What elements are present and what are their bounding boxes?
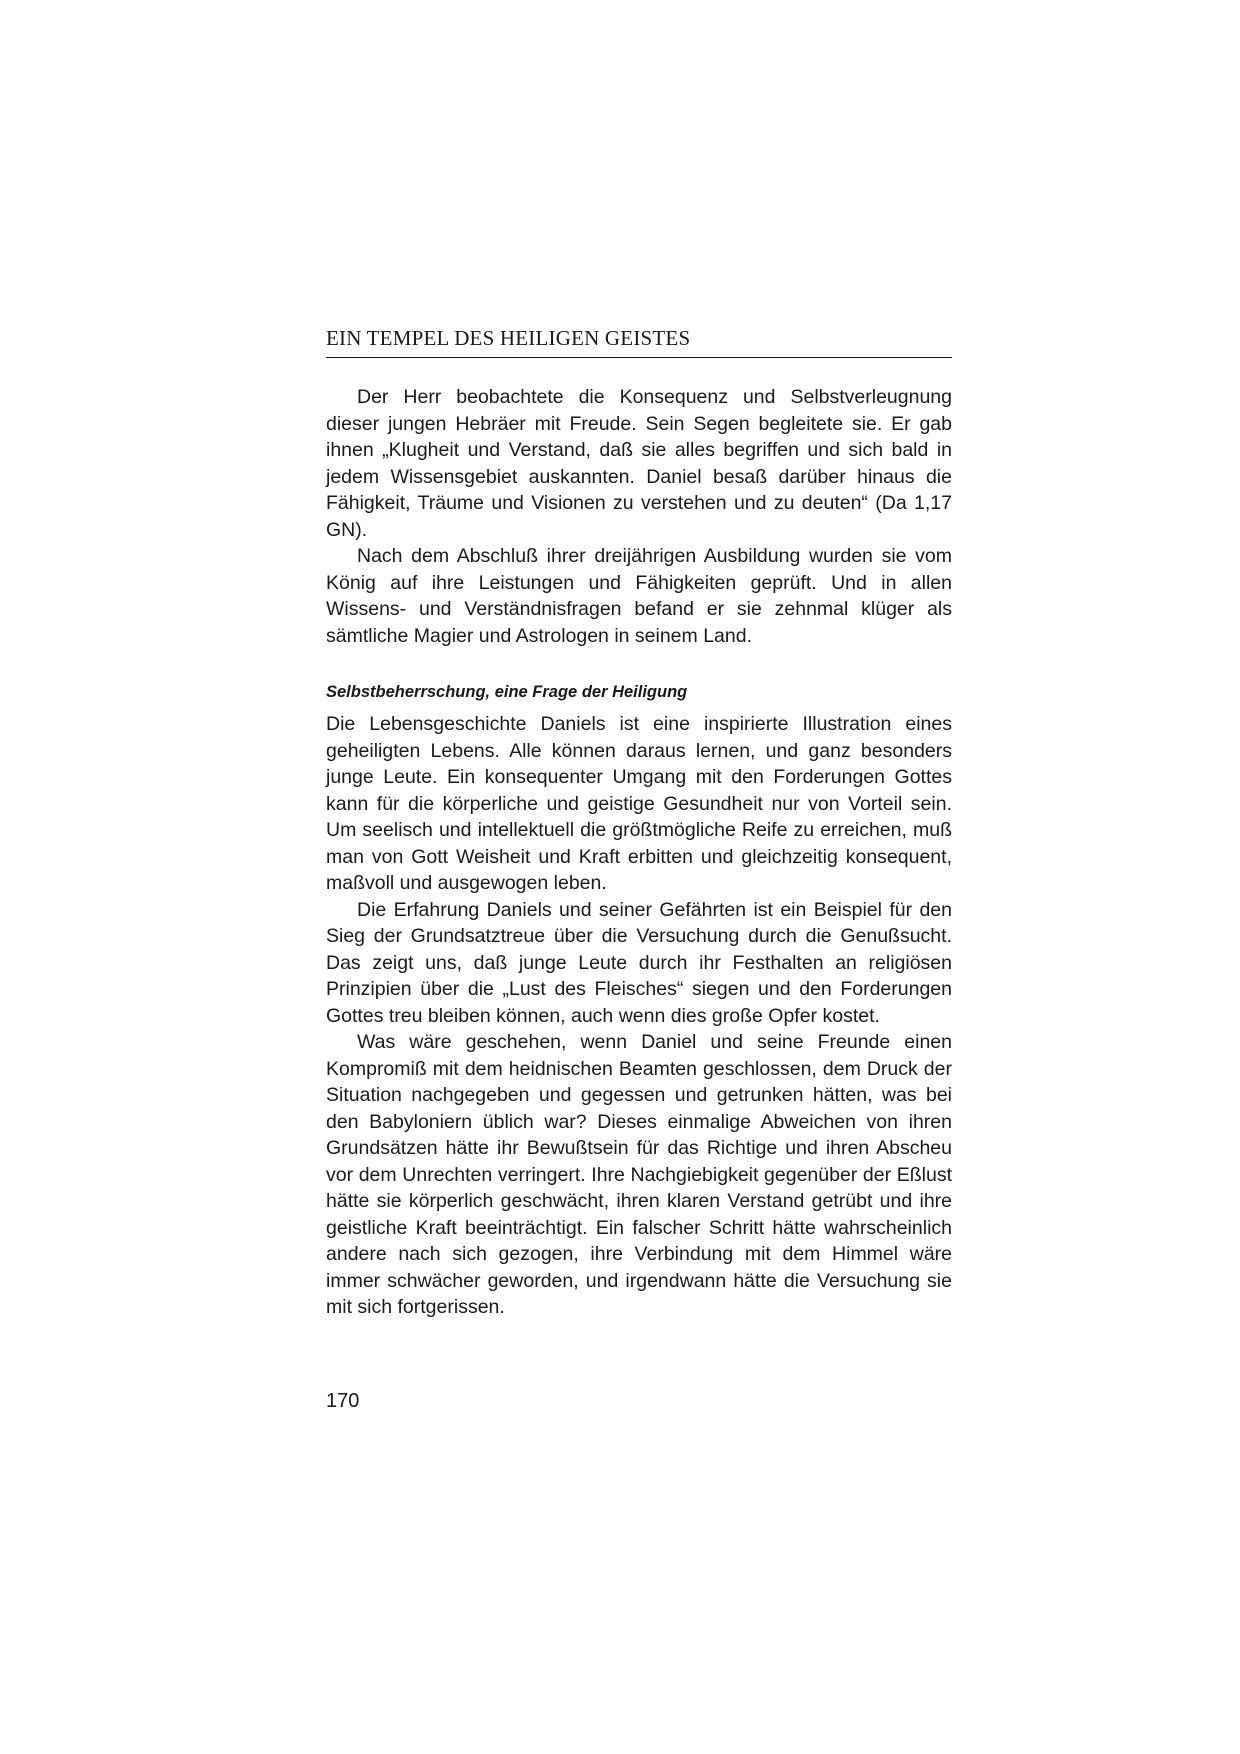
paragraph: Nach dem Abschluß ihrer dreijährigen Ausbildung wurden sie vom König auf ihre Leistungen und Fähigkeiten geprüft. Und in allen Wissens- und Verständnisfragen befand er sie zehnmal klüger als sämtliche Magier und Astrologen in seinem Land. <box>326 545 952 647</box>
running-head: EIN TEMPEL DES HEILIGEN GEISTES <box>326 326 952 358</box>
paragraph: Die Erfahrung Daniels und seiner Gefährten ist ein Beispiel für den Sieg der Grundsatztreue über die Versuchung durch die Genußsucht. Das zeigt uns, daß junge Leute durch ihr Festhalten an religiösen Prinzipien über die „Lust des Fleisches“ siegen und den Forderungen Gottes treu bleiben können, auch wenn dies große Opfer kostet. <box>326 898 952 1027</box>
section-heading: Selbstbeherrschung, eine Frage der Heiligung <box>326 683 688 701</box>
paragraph: Die Lebensgeschichte Daniels ist eine inspirierte Illustration eines geheiligten Lebens. Alle können daraus lernen, und ganz besonders junge Leute. Ein konsequenter Umgang mit den Forderungen Gottes kann für die körperliche und geistige Gesundheit nur von Vorteil sein. Um seelisch und intellektuell die größtmögliche Reife zu erreichen, muß man von Gott Weisheit und Kraft erbitten und gleichzeitig konsequent, maßvoll und ausgewogen leben. <box>326 713 952 894</box>
body-text <box>326 384 952 1321</box>
paragraph: Der Herr beobachtete die Konsequenz und Selbstverleugnung dieser jungen Hebräer mit Freude. Sein Segen begleitete sie. Er gab ihnen „Klugheit und Verstand, daß sie alles begriffen und sich bald in jedem Wissensgebiet auskannten. Daniel besaß darüber hinaus die Fähigkeit, Träume und Visionen zu verstehen und zu deuten“ (Da 1,17 GN). <box>326 386 952 541</box>
page-number: 170 <box>326 1390 360 1412</box>
paragraph: Was wäre geschehen, wenn Daniel und seine Freunde einen Kompromiß mit dem heidnischen Beamten geschlossen, dem Druck der Situation nachgegeben und gegessen und getrunken hätten, was bei den Babyloniern üblich war? Dieses einmalige Abweichen von ihren Grundsätzen hätte ihr Bewußtsein für das Richtige und ihren Abscheu vor dem Unrechten verringert. Ihre Nachgiebigkeit gegenüber der Eßlust hätte sie körperlich geschwächt, ihren klaren Verstand getrübt und ihre geistliche Kraft beeinträchtigt. Ein falscher Schritt hätte wahrscheinlich andere nach sich gezogen, ihre Verbindung mit dem Himmel wäre immer schwächer geworden, und irgendwann hätte die Versuchung sie mit sich fortgerissen. <box>326 1031 952 1318</box>
